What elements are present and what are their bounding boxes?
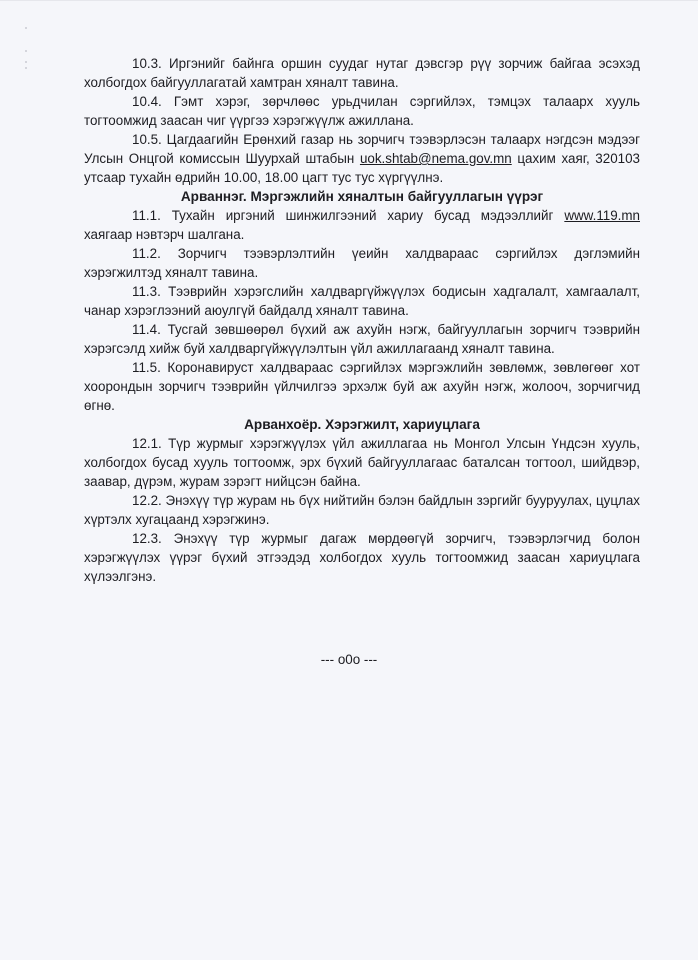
paragraph-text: хаягаар нэвтэрч шалгана. bbox=[84, 227, 245, 242]
paragraph-text: цахим хаяг, 320103 утсаар тухайн өдрийн 10.00, 18.00 цагт тус тус хүргүүлнэ. bbox=[84, 151, 640, 185]
paragraph-11-1 bbox=[84, 206, 640, 244]
paragraph-text: 10.5. Цагдаагийн Ерөнхий газар нь зорчигч тээвэрлэсэн талаарх нэгдсэн мэдээг Улсын Онцгой комиссын Шуурхай штабын bbox=[84, 132, 640, 166]
section-11-heading: Арваннэг. Мэргэжлийн хяналтын байгууллагын үүрэг bbox=[180, 189, 544, 204]
paragraph-10-5 bbox=[84, 130, 640, 187]
paragraph-12-1: 12.1. Түр журмыг хэрэгжүүлэх үйл ажиллагаа нь Монгол Улсын Үндсэн хууль, холбогдох бусад хууль тогтоомж, эрх бүхий байгууллагаас баталсан тогтоол, шийдвэр, заавар, дүрэм, журам зэрэгт нийцсэн байна. bbox=[84, 436, 640, 489]
email-link[interactable]: uok.shtab@nema.gov.mn bbox=[359, 151, 512, 166]
section-12-heading: Арванхоёр. Хэрэгжилт, хариуцлага bbox=[244, 417, 480, 432]
paragraph-11-5: 11.5. Коронавируст халдвараас сэргийлэх мэргэжлийн зөвлөмж, зөвлөгөөг хот хоорондын зорчигч тээврийн үйлчилгээ эрхэлж буй аж ахуйн нэгж, жолооч, зорчигчид өгнө. bbox=[84, 360, 640, 413]
paragraph-12-3: 12.3. Энэхүү түр журмыг дагаж мөрдөөгүй зорчигч, тээвэрлэгчид болон хэрэгжүүлэх үүрэг бүхий этгээдэд холбогдох хууль тогтоомжид заасан хариуцлага хүлээлгэнэ. bbox=[84, 531, 640, 584]
paragraph-text: 11.1. Тухайн иргэний шинжилгээний хариу бусад мэдээллийг bbox=[132, 208, 565, 223]
paragraph-10-4: 10.4. Гэмт хэрэг, зөрчлөөс урьдчилан сэргийлэх, тэмцэх талаарх хууль тогтоомжид заасан чиг үүргээ хэрэгжүүлж ажиллана. bbox=[84, 94, 640, 128]
document-body bbox=[84, 54, 640, 586]
paragraph-12-2: 12.2. Энэхүү түр журам нь бүх нийтийн бэлэн байдлын зэргийг бууруулах, цуцлах хүртэлх хугацаанд хэрэгжинэ. bbox=[84, 493, 640, 527]
paragraph-10-3: 10.3. Иргэнийг байнга оршин суудаг нутаг дэвсгэр рүү зорчиж байгаа эсэхэд холбогдох байгууллагатай хамтран хяналт тавина. bbox=[84, 56, 640, 90]
paragraph-11-3: 11.3. Тээврийн хэрэгслийн халдваргүйжүүлэх бодисын хадгалалт, хамгаалалт, чанар хэрэглээний аюулгүй байдалд хяналт тавина. bbox=[84, 284, 640, 318]
punch-mark bbox=[25, 27, 27, 29]
website-link[interactable]: www.119.mn bbox=[564, 208, 640, 223]
punch-mark bbox=[25, 67, 27, 69]
paragraph-11-2: 11.2. Зорчигч тээвэрлэлтийн үеийн халдвараас сэргийлэх дэглэмийн хэрэгжилтэд хяналт тавина. bbox=[84, 246, 640, 280]
punch-mark bbox=[25, 50, 27, 52]
paragraph-11-4: 11.4. Тусгай зөвшөөрөл бүхий аж ахуйн нэгж, байгууллагын зорчигч тээврийн хэрэгсэлд хийж буй халдваргүйжүүлэлтын үйл ажиллагаанд хяналт тавина. bbox=[84, 322, 640, 356]
punch-mark bbox=[25, 61, 27, 63]
end-mark: --- o0o --- bbox=[320, 652, 378, 667]
